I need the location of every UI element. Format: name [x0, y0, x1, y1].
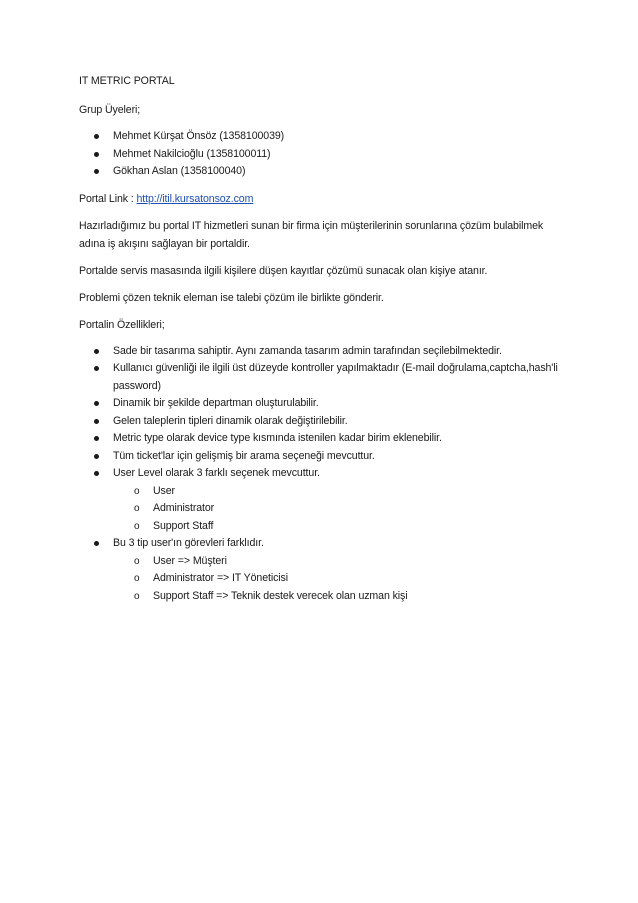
feature-text: Bu 3 tip user'ın görevleri farklıdır.	[113, 537, 264, 549]
list-item	[79, 430, 559, 448]
member-name: Mehmet Nakilcioğlu (1358100011)	[113, 147, 271, 160]
sub-list-item	[113, 518, 559, 536]
member-name: Gökhan Aslan (1358100040)	[113, 165, 246, 177]
list-item	[79, 128, 559, 146]
circle-bullet-icon: o	[134, 503, 140, 514]
portal-link-line	[79, 190, 559, 208]
sub-list-item	[113, 570, 559, 588]
feature-text: Kullanıcı güvenliği ile ilgili üst düzeyde kontroller yapılmaktadır (E-mail doğrulama,captcha,hash'li password)	[113, 362, 558, 392]
role-text: User => Müşteri	[153, 554, 227, 567]
list-item	[79, 360, 559, 395]
bullet-icon	[94, 169, 99, 174]
list-item	[79, 535, 559, 605]
feature-text: Tüm ticket'lar için gelişmiş bir arama seçeneği mevcuttur.	[113, 449, 375, 462]
roles-list	[113, 553, 559, 606]
bullet-icon	[94, 349, 99, 354]
role-text: Support Staff => Teknik destek verecek olan uzman kişi	[153, 589, 408, 602]
features-label: Portalin Özellikleri;	[79, 318, 165, 331]
feature-text: Metric type olarak device type kısmında istenilen kadar birim eklenebilir.	[113, 432, 442, 444]
bullet-icon	[94, 152, 99, 157]
sub-list-item	[113, 500, 559, 518]
circle-bullet-icon: o	[134, 520, 140, 532]
circle-bullet-icon: o	[134, 590, 140, 602]
features-list	[79, 343, 559, 606]
user-level-text: User	[153, 484, 175, 497]
bullet-icon	[94, 419, 99, 424]
bullet-icon	[94, 366, 99, 371]
service-desk-paragraph: Portalde servis masasında ilgili kişilere düşen kayıtlar çözümü sunacak olan kişiye atanır.	[79, 264, 488, 277]
sub-list-item	[113, 483, 559, 501]
circle-bullet-icon: o	[134, 485, 140, 497]
sub-list-item	[113, 588, 559, 606]
member-name: Mehmet Kürşat Önsöz (1358100039)	[113, 130, 285, 142]
list-item	[79, 395, 559, 413]
user-levels-list	[113, 483, 559, 536]
list-item	[79, 448, 559, 466]
members-list	[79, 128, 559, 181]
bullet-icon	[94, 134, 99, 139]
feature-text: Dinamik bir şekilde departman oluşturulabilir.	[113, 397, 319, 409]
circle-bullet-icon: o	[134, 573, 140, 584]
list-item	[79, 163, 559, 181]
portal-link[interactable]: http://itil.kursatonsoz.com	[136, 192, 254, 205]
bullet-icon	[94, 401, 99, 406]
sub-list-item	[113, 553, 559, 571]
feature-text: Gelen taleplerin tipleri dinamik olarak değiştirilebilir.	[113, 414, 348, 427]
user-level-text: Support Staff	[153, 519, 214, 532]
solver-paragraph: Problemi çözen teknik eleman ise talebi çözüm ile birlikte gönderir.	[79, 291, 384, 304]
role-text: Administrator => IT Yöneticisi	[153, 572, 288, 584]
list-item	[79, 465, 559, 535]
feature-text: User Level olarak 3 farklı seçenek mevcuttur.	[113, 467, 320, 479]
bullet-icon	[94, 471, 99, 476]
feature-text: Sade bir tasarıma sahiptir. Aynı zamanda tasarım admin tarafından seçilebilmektedir.	[113, 344, 502, 357]
document-title: IT METRIC PORTAL	[79, 75, 175, 87]
circle-bullet-icon: o	[134, 555, 140, 567]
list-item	[79, 413, 559, 431]
list-item	[79, 343, 559, 361]
bullet-icon	[94, 541, 99, 546]
bullet-icon	[94, 436, 99, 441]
bullet-icon	[94, 454, 99, 459]
portal-link-label: Portal Link :	[79, 192, 137, 205]
document-page	[79, 72, 559, 614]
list-item	[79, 146, 559, 164]
group-members-label: Grup Üyeleri;	[79, 104, 141, 116]
intro-paragraph: Hazırladığımız bu portal IT hizmetleri sunan bir firma için müşterilerinin sorunlarına çözüm bulabilmek adına iş akışını sağlayan bir portaldir.	[79, 219, 544, 250]
user-level-text: Administrator	[153, 502, 215, 514]
